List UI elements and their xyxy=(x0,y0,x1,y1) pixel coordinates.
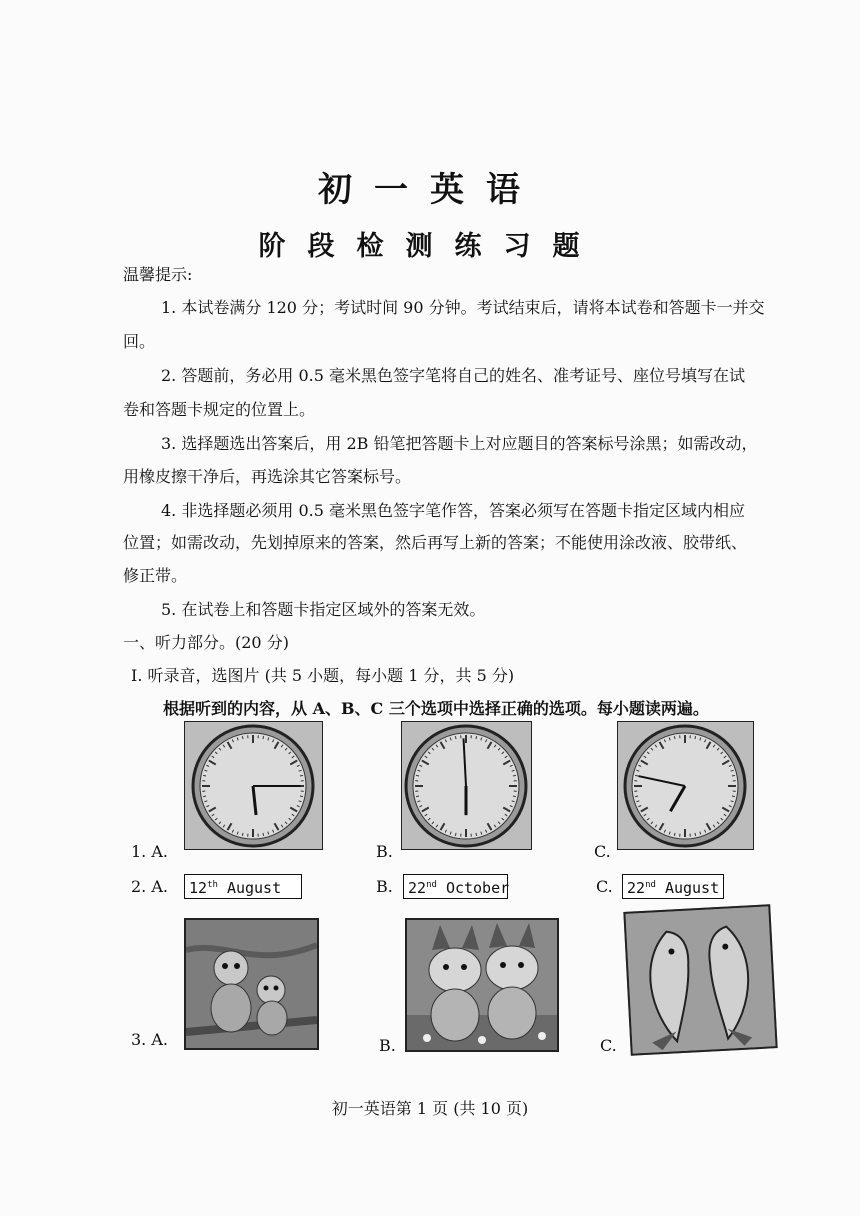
tip-4-line3: 修正带。 xyxy=(123,566,188,585)
clock-a-tick xyxy=(203,775,206,776)
monkeys-image xyxy=(184,918,319,1050)
tip-4-line2: 位置；如需改动，先划掉原来的答案，然后再写上新的答案；不能使用涂改液、胶带纸、 xyxy=(123,533,748,552)
clock-image-b xyxy=(401,721,532,850)
tip-2-line2: 卷和答题卡规定的位置上。 xyxy=(123,400,316,419)
clock-image-c xyxy=(617,721,754,850)
tip-1-line1: 1. 本试卷满分 120 分；考试时间 90 分钟。考试结束后，请将本试卷和答题卡一并交 xyxy=(161,298,765,317)
clock-a-tick xyxy=(300,775,303,776)
tip-2-line1: 2. 答题前，务必用 0.5 毫米黑色签字笔将自己的姓名、准考证号、座位号填写在试 xyxy=(161,366,745,385)
section-listening-heading: 一、听力部分。(20 分) xyxy=(123,633,289,652)
tip-1-line2: 回。 xyxy=(123,332,156,351)
q2-b-day: 22 xyxy=(408,879,427,897)
q2-c-month: August xyxy=(664,879,720,897)
clock-b-tick xyxy=(416,775,419,776)
clock-c-tick xyxy=(732,775,735,776)
q1-label-b: B. xyxy=(376,842,393,861)
clock-b-tick xyxy=(476,833,477,836)
tip-3-line2: 用橡皮擦干净后，再选涂其它答案标号。 xyxy=(123,467,412,486)
q2-option-a xyxy=(184,874,302,899)
tip-4-line1: 4. 非选择题必须用 0.5 毫米黑色签字笔作答，答案必须写在答题卡指定区域内相应 xyxy=(161,501,745,520)
tip-5-line1: 5. 在试卷上和答题卡指定区域外的答案无效。 xyxy=(161,600,486,619)
clock-c-tick xyxy=(635,775,638,776)
q2-b-month: October xyxy=(445,879,510,897)
clock-c-tick xyxy=(695,736,696,739)
q2-number: 2. A. xyxy=(131,877,168,896)
clock-image-a xyxy=(184,721,323,850)
clock-a-tick xyxy=(203,796,206,797)
q2-a-day: 12 xyxy=(189,879,208,897)
clock-b-tick xyxy=(455,736,456,739)
clock-a-tick xyxy=(263,736,264,739)
clock-b-tick xyxy=(455,833,456,836)
clock-b-tick xyxy=(513,775,516,776)
dolphins-image xyxy=(623,904,777,1055)
clock-c-tick xyxy=(674,833,675,836)
page-footer: 初一英语第 1 页 (共 10 页) xyxy=(331,1099,529,1118)
q2-option-b xyxy=(403,874,508,899)
clock-a-tick xyxy=(263,833,264,836)
q2-a-month: August xyxy=(226,879,282,897)
q1-number: 1. A. xyxy=(131,842,168,861)
page-subtitle: 阶段检测练习题 xyxy=(258,231,602,262)
clock-c-tick xyxy=(732,796,735,797)
q3-number: 3. A. xyxy=(131,1030,168,1049)
q2-option-c xyxy=(622,874,724,899)
clock-c-tick xyxy=(695,833,696,836)
q1-label-c: C. xyxy=(594,842,611,861)
q3-label-b: B. xyxy=(379,1036,396,1055)
tip-3-line1: 3. 选择题选出答案后，用 2B 铅笔把答题卡上对应题目的答案标号涂黑；如需改动， xyxy=(161,434,758,453)
q2-label-c: C. xyxy=(596,877,613,896)
clock-a-tick xyxy=(300,796,303,797)
clock-c-tick xyxy=(635,796,638,797)
q3-label-c: C. xyxy=(600,1036,617,1055)
fox-cubs-image xyxy=(405,918,559,1052)
clock-b-tick xyxy=(416,796,419,797)
tips-heading: 温馨提示: xyxy=(123,265,193,284)
q2-c-suffix: nd xyxy=(645,880,656,890)
q2-label-b: B. xyxy=(376,877,393,896)
part-1-heading: Ⅰ. 听录音，选图片 (共 5 小题，每小题 1 分，共 5 分) xyxy=(131,666,515,685)
clock-b-tick xyxy=(513,796,516,797)
q2-b-suffix: nd xyxy=(426,880,437,890)
clock-a-tick xyxy=(242,833,243,836)
clock-c-tick xyxy=(674,736,675,739)
q2-c-day: 22 xyxy=(627,879,646,897)
clock-b-tick xyxy=(476,736,477,739)
q2-a-suffix: th xyxy=(207,880,218,890)
part-1-instruction: 根据听到的内容，从 A、B、C 三个选项中选择正确的选项。每小题读两遍。 xyxy=(163,699,709,718)
page-title: 初一英语 xyxy=(318,170,542,210)
clock-a-tick xyxy=(242,736,243,739)
